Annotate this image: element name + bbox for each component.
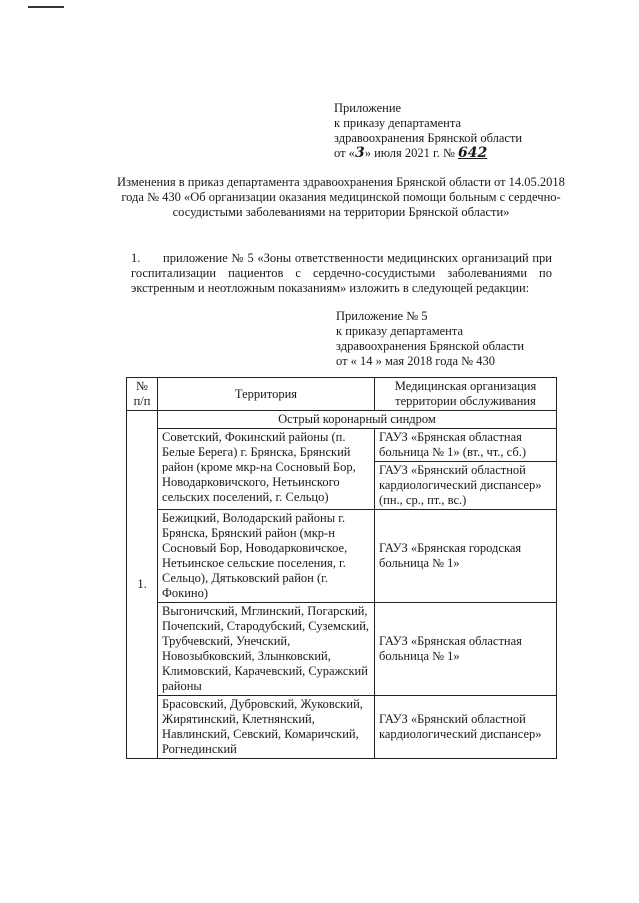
header-org: Медицинская организация территории обслуживания [375, 378, 557, 411]
item-1 [131, 251, 552, 296]
appendix5-line: здравоохранения Брянской области [336, 339, 525, 353]
table-row [127, 411, 557, 429]
date-mid: » июля 2021 г. № [364, 146, 455, 160]
table-row [127, 510, 557, 603]
appendix-line: Приложение [334, 101, 402, 115]
table-header-row [127, 378, 557, 411]
org-cell: ГАУЗ «Брянская областная больница № 1» [375, 603, 557, 696]
table-row [127, 429, 557, 462]
appendix5-line: от « 14 » мая 2018 года № 430 [336, 354, 495, 368]
responsibility-table [126, 377, 557, 759]
appendix-header [334, 101, 584, 161]
header-territory: Территория [158, 378, 375, 411]
appendix5-line: Приложение № 5 [336, 309, 428, 323]
handwritten-order-number: 642 [458, 145, 488, 161]
appendix-line: к приказу департамента [334, 116, 462, 130]
date-prefix: от « [334, 146, 355, 160]
appendix5-line: к приказу департамента [336, 324, 464, 338]
territory-cell: Советский, Фокинский районы (п. Белые Берега) г. Брянска, Брянский район (кроме мкр-на Сосновый Бор, Новодарковичского, Нетьинского сельских поселений, г. Сельцо) [158, 429, 375, 510]
handwritten-day: 3 [354, 145, 365, 161]
appendix-date-line [334, 146, 584, 161]
item-number: 1. [131, 251, 141, 265]
territory-cell: Брасовский, Дубровский, Жуковский, Жирятинский, Клетнянский, Навлинский, Севский, Комаричский, Рогнединский [158, 696, 375, 759]
org-cell: ГАУЗ «Брянский областной кардиологический диспансер» (пн., ср., пт., вс.) [375, 462, 557, 510]
item-text: приложение № 5 «Зоны ответственности медицинских организаций при госпитализации пациентов с сердечно-сосудистыми заболеваниями по экстренным и неотложным показаниям» изложить в следующей редакции: [131, 251, 552, 295]
org-cell: ГАУЗ «Брянский областной кардиологический диспансер» [375, 696, 557, 759]
header-num: № п/п [127, 378, 158, 411]
table-row [127, 603, 557, 696]
table-row [127, 696, 557, 759]
org-cell: ГАУЗ «Брянская городская больница № 1» [375, 510, 557, 603]
document-title: Изменения в приказ департамента здравоохранения Брянской области от 14.05.2018 года № 430 «Об организации оказания медицинской помощи больным с сердечно-сосудистыми заболеваниями на территории Брянской области» [117, 175, 565, 219]
org-cell: ГАУЗ «Брянская областная больница № 1» (вт., чт., сб.) [375, 429, 557, 462]
row-number: 1. [127, 411, 158, 759]
section-title: Острый коронарный синдром [158, 411, 557, 429]
territory-cell: Бежицкий, Володарский районы г. Брянска, Брянский район (мкр-н Сосновый Бор, Новодарковичское, Нетьинское сельские поселения, г. Сельцо), Дятьковский район (г. Фокино) [158, 510, 375, 603]
appendix-5-header [336, 309, 576, 369]
territory-cell: Выгоничский, Мглинский, Погарский, Почепский, Стародубский, Суземский, Трубчевский, Унечский, Новозыбковский, Злынковский, Климовский, Карачевский, Суражский районы [158, 603, 375, 696]
appendix-line: здравоохранения Брянской области [334, 131, 523, 145]
scan-mark [28, 6, 64, 8]
